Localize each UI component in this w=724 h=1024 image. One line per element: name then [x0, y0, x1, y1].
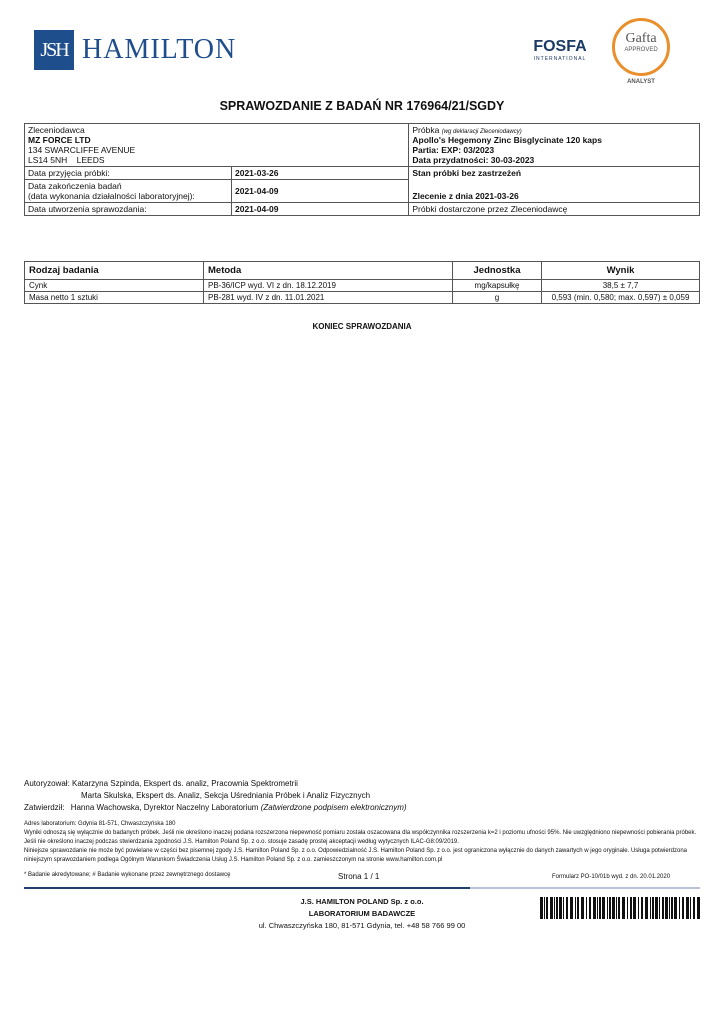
- results-header-test: Rodzaj badania: [25, 262, 204, 280]
- fosfa-logo-sub: INTERNATIONAL: [533, 56, 587, 62]
- approved-by: [24, 802, 407, 814]
- result-method: PB-281 wyd. IV z dn. 11.01.2021: [204, 292, 453, 304]
- table-row: [25, 292, 700, 304]
- gafta-analyst-label: ANALYST: [627, 79, 655, 85]
- legal-notes: [24, 820, 704, 865]
- client-city: LS14 5NH LEEDS: [28, 155, 105, 165]
- company-name: J.S. HAMILTON POLAND Sp. z o.o.: [300, 897, 424, 906]
- client-street: 134 SWARCLIFFE AVENUE: [28, 145, 136, 155]
- results-header-result: Wynik: [542, 262, 700, 280]
- results-header-unit: Jednostka: [453, 262, 542, 280]
- results-header-method: Metoda: [204, 262, 453, 280]
- end-of-report: KONIEC SPRAWOZDANIA: [312, 322, 412, 331]
- results-table: [24, 261, 700, 304]
- barcode-icon: [540, 897, 700, 919]
- result-value: 0,593 (min. 0,580; max. 0,597) ± 0,059: [542, 292, 700, 304]
- disclaimer-1: Wyniki odnoszą się wyłącznie do badanych próbek. Jeśli nie określono inaczej podana rozszerzona niepewność pomiaru została oszacowana dla współczynnika rozszerzenia k=2 i poziomu ufności 95%. Nie uwzględniono niepewności pobierania próbek. Jeśli nie określono inaczej podczas stwierdzania zgodności J.S. Hamilton Poland Sp. z o.o. stosuje zasadę prostej akceptacji według wytycznych ILAC-G8:09/2019.: [24, 830, 697, 845]
- sample-batch: Partia: EXP: 03/2023: [412, 145, 495, 155]
- company-lab: LABORATORIUM BADAWCZE: [308, 909, 416, 918]
- fosfa-logo-main: FOSFA: [533, 38, 587, 55]
- finished-date: 2021-04-09: [232, 180, 409, 203]
- authorized-by-2: Marta Skulska, Ekspert ds. Analiz, Sekcja Uśredniania Próbek i Analiz Fizycznych: [81, 791, 371, 800]
- gafta-logo-main: Gafta: [625, 31, 657, 46]
- table-row: [25, 280, 700, 292]
- result-unit: mg/kapsułkę: [453, 280, 542, 292]
- result-method: PB-36/ICP wyd. VI z dn. 18.12.2019: [204, 280, 453, 292]
- gafta-logo: [612, 18, 670, 76]
- approved-note: (Zatwierdzone podpisem elektronicznym): [260, 803, 407, 812]
- report-info-table: [24, 123, 700, 216]
- disclaimer-2: Niniejsze sprawozdanie nie może być powielane w części bez pisemnej zgody J.S. Hamilton Poland Sp. z o.o. Odpowiedzialność J.S. Hamilton Poland Sp. z o.o. jest ograniczona wyłącznie do danych zawartych w jego oryginale. Usługa potwierdzona niniejszym sprawozdaniem podlega Ogólnym Warunkom Świadczenia Usług J.S. Hamilton Poland Sp. z o.o. zamieszczonym na stronie www.hamilton.com.pl: [24, 848, 688, 863]
- sample-delivery: Próbki dostarczone przez Zleceniodawcę: [409, 203, 700, 216]
- lab-address: Adres laboratorium: Gdynia 81-571, Chwaszczyńska 180: [24, 821, 176, 827]
- fosfa-logo: [529, 38, 591, 62]
- results-header-row: [25, 262, 700, 280]
- finished-note: (data wykonania działalności laboratoryjnej):: [28, 191, 195, 201]
- created-label: Data utworzenia sprawozdania:: [25, 203, 232, 216]
- sample-label: Próbka: [412, 125, 440, 135]
- result-value: 38,5 ± 7,7: [542, 280, 700, 292]
- company-address: ul. Chwaszczyńska 180, 81-571 Gdynia, tel. +48 58 766 99 00: [258, 921, 466, 930]
- finished-label: Data zakończenia badań: [28, 181, 122, 191]
- sample-label-note: (wg deklaracji Zleceniodawcy): [441, 129, 522, 135]
- gafta-logo-sub: APPROVED: [624, 47, 658, 53]
- page-number: Strona 1 / 1: [338, 872, 380, 881]
- authorized-by-1: Autoryzował: Katarzyna Szpinda, Ekspert ds. analiz, Pracownia Spektrometrii: [24, 779, 298, 788]
- result-test: Masa netto 1 sztuki: [25, 292, 204, 304]
- form-number: Formularz PO-10/01b wyd. z dn. 20.01.2020: [552, 874, 671, 880]
- company-logo-text: HAMILTON: [82, 34, 237, 65]
- sample-state: Stan próbki bez zastrzeżeń: [409, 167, 700, 180]
- received-date: 2021-03-26: [232, 167, 409, 180]
- accreditation-notes: * Badanie akredytowane; # Badanie wykonane przez zewnętrznego dostawcę: [24, 872, 231, 878]
- sample-expiry: Data przydatności: 30-03-2023: [412, 155, 535, 165]
- sample-name: Apollo's Hegemony Zinc Bisglycinate 120 kaps: [412, 135, 602, 145]
- company-logo-mark: JSH: [34, 30, 74, 70]
- client-name: MZ FORCE LTD: [28, 135, 91, 145]
- client-label: Zleceniodawca: [28, 125, 85, 135]
- result-unit: g: [453, 292, 542, 304]
- footer-divider-accent: [470, 887, 700, 889]
- created-date: 2021-04-09: [232, 203, 409, 216]
- approved-label: Zatwierdził:: [24, 803, 65, 812]
- report-title: SPRAWOZDANIE Z BADAŃ NR 176964/21/SGDY: [219, 99, 505, 113]
- client-cell: [25, 124, 409, 167]
- finished-label-cell: [25, 180, 232, 203]
- approved-name: Hanna Wachowska, Dyrektor Naczelny Laboratorium: [70, 803, 259, 812]
- result-test: Cynk: [25, 280, 204, 292]
- sample-cell: [409, 124, 700, 167]
- order-date: Zlecenie z dnia 2021-03-26: [409, 180, 700, 203]
- received-label: Data przyjęcia próbki:: [25, 167, 232, 180]
- authorization-block: [24, 778, 407, 814]
